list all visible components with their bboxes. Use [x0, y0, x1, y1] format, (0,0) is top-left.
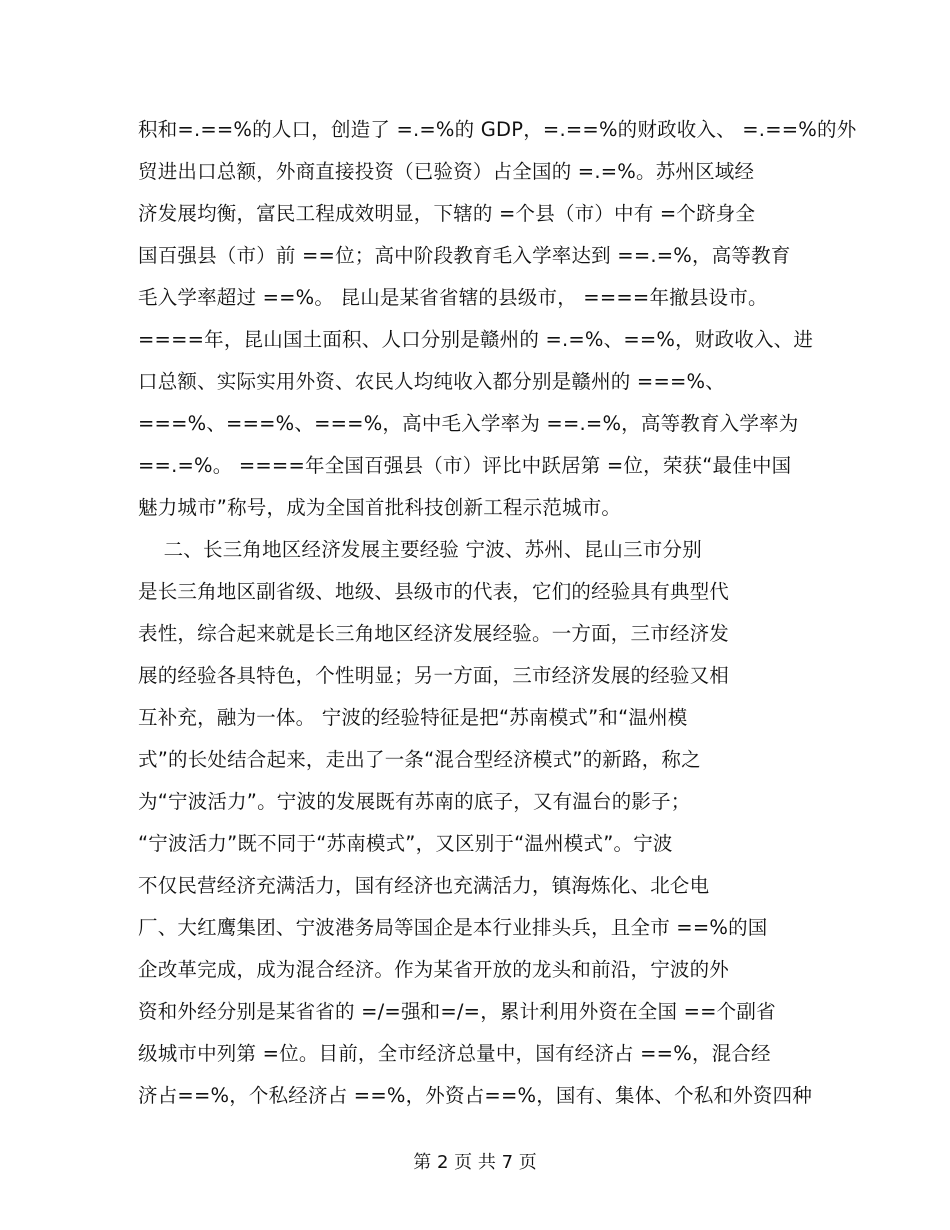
text-line: 济发展均衡，富民工程成效明显，下辖的 =个县（市）中有 =个跻身全	[138, 202, 756, 225]
text-line: 厂、大红鹰集团、宁波港务局等国企是本行业排头兵，且全市 ==%的国	[138, 916, 768, 939]
text-line: 积和=.==%的人口，创造了 =.=%的 GDP，=.==%的财政收入、 =.==%的外	[138, 118, 857, 141]
text-line: 展的经验各具特色，个性明显；另一方面，三市经济发展的经验又相	[138, 664, 730, 687]
text-line: 魅力城市”称号，成为全国首批科技创新工程示范城市。	[138, 496, 622, 519]
page-footer: 第 2 页 共 7 页	[413, 1152, 537, 1173]
text-line: ====年，昆山国土面积、人口分别是赣州的 =.=%、==%，财政收入、进	[138, 328, 814, 351]
text-line: 国百强县（市）前 ==位；高中阶段教育毛入学率达到 ==.=%，高等教育	[138, 244, 791, 267]
text-line: ===%、===%、===%，高中毛入学率为 ==.=%，高等教育入学率为	[138, 412, 799, 435]
text-line: 表性，综合起来就是长三角地区经济发展经验。一方面，三市经济发	[138, 622, 730, 645]
text-line: 济占==%，个私经济占 ==%，外资占==%，国有、集体、个私和外资四种	[138, 1084, 813, 1107]
text-line: 不仅民营经济充满活力，国有经济也充满活力，镇海炼化、北仑电	[138, 874, 710, 897]
text-line: 为“宁波活力”。宁波的发展既有苏南的底子，又有温台的影子；	[138, 790, 691, 813]
text-line: 式”的长处结合起来，走出了一条“混合型经济模式”的新路，称之	[138, 748, 701, 771]
text-line: 贸进出口总额，外商直接投资（已验资）占全国的 =.=%。苏州区域经	[138, 160, 755, 183]
text-line: 企改革完成，成为混合经济。作为某省开放的龙头和前沿，宁波的外	[138, 958, 730, 981]
text-line: “宁波活力”既不同于“苏南模式”，又区别于“温州模式”。宁波	[138, 832, 673, 855]
text-line: 毛入学率超过 ==%。 昆山是某省省辖的县级市， ====年撤县设市。	[138, 286, 768, 309]
text-line: 是长三角地区副省级、地级、县级市的代表，它们的经验具有典型代	[138, 580, 730, 603]
text-line: 口总额、实际实用外资、农民人均纯收入都分别是赣州的 ===%、	[138, 370, 725, 393]
section-heading-line: 二、长三角地区经济发展主要经验 宁波、苏州、昆山三市分别	[138, 538, 702, 561]
text-line: 资和外经分别是某省省的 =/=强和=/=，累计利用外资在全国 ==个副省	[138, 1000, 776, 1023]
text-line: ==.=%。 ====年全国百强县（市）评比中跃居第 =位，荣获“最佳中国	[138, 454, 792, 477]
text-line: 互补充，融为一体。 宁波的经验特征是把“苏南模式”和“温州模	[138, 706, 688, 729]
text-line: 级城市中列第 =位。目前，全市经济总量中，国有经济占 ==%，混合经	[138, 1042, 771, 1065]
